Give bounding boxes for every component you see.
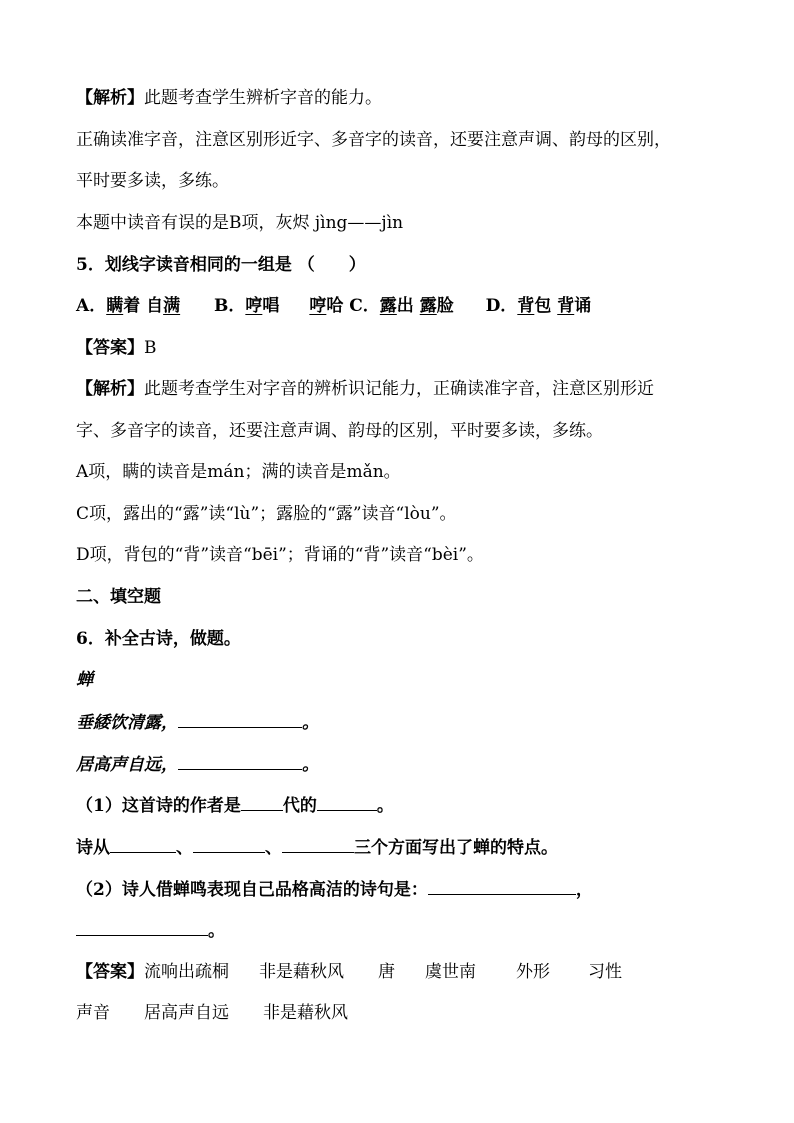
answer-line — [76, 336, 157, 360]
fill-blank[interactable] — [193, 835, 265, 853]
analysis-tag: 【解析】 — [76, 88, 144, 108]
answer-item: 习性 — [588, 962, 622, 982]
paragraph-line: 平时要多读，多练。 — [76, 171, 229, 191]
poem-title: 蝉 — [76, 670, 93, 690]
fill-blank[interactable] — [178, 752, 302, 770]
analysis-text: 此题考查学生辨析字音的能力。 — [144, 88, 382, 108]
poem-line-1: 垂緌饮清露， 。 — [76, 710, 319, 735]
answer-item: 非是藉秋风 — [263, 1003, 348, 1023]
option-d: D．背包 背诵 — [485, 296, 592, 316]
answer-tag: 【答案】 — [76, 962, 144, 982]
question-5-stem: 5．划线字读音相同的一组是 （ ） — [76, 255, 366, 275]
paragraph-line: 本题中读音有误的是B项，灰烬 jìng——jìn — [76, 213, 404, 233]
sub-question-2-cont: 。 — [76, 918, 225, 943]
fill-blank[interactable] — [282, 835, 354, 853]
analysis-tag: 【解析】 — [76, 379, 144, 399]
fill-blank[interactable] — [317, 793, 377, 811]
paragraph-line: 正确读准字音，注意区别形近字、多音字的读音，还要注意声调、韵母的区别， — [76, 130, 671, 150]
analysis-item-c: C项，露出的“露”读“lù”；露脸的“露”读音“lòu”。 — [76, 504, 457, 524]
answer-item: 虞世南 — [425, 962, 476, 982]
answer-line — [76, 960, 622, 984]
question-6-stem: 6．补全古诗，做题。 — [76, 629, 241, 649]
sub-question-1: （1）这首诗的作者是 代的 。 — [76, 793, 394, 818]
answer-item: 外形 — [516, 962, 550, 982]
analysis-item-d: D项，背包的“背”读音“bēi”；背诵的“背”读音“bèi”。 — [76, 545, 484, 565]
question-5-options — [76, 294, 591, 318]
answer-item: 流响出疏桐 — [144, 962, 229, 982]
option-b: B．哼唱 哼哈 — [213, 296, 344, 316]
sub-question-2: （2）诗人借蝉鸣表现自己品格高洁的诗句是： ， — [76, 877, 593, 902]
answer-item: 唐 — [378, 962, 395, 982]
option-a: A．瞒着 自满 — [76, 296, 181, 316]
answer-value: B — [144, 338, 157, 358]
section-heading: 二、填空题 — [76, 587, 161, 607]
poem-line-2: 居高声自远， 。 — [76, 752, 319, 777]
answer-line-cont — [76, 1001, 348, 1025]
answer-item: 声音 — [76, 1003, 110, 1023]
analysis-line — [76, 86, 382, 110]
answer-tag: 【答案】 — [76, 338, 144, 358]
fill-blank[interactable] — [76, 918, 208, 936]
option-c: C．露出 露脸 — [349, 296, 454, 316]
sub-question-1-cont: 诗从 、 、 三个方面写出了蝉的特点。 — [76, 835, 558, 860]
answer-item: 居高声自远 — [144, 1003, 229, 1023]
analysis-line: 【解析】此题考查学生对字音的辨析识记能力，正确读准字音，注意区别形近 — [76, 379, 654, 399]
analysis-line: 字、多音字的读音，还要注意声调、韵母的区别，平时要多读，多练。 — [76, 421, 603, 441]
fill-blank[interactable] — [241, 793, 283, 811]
analysis-item-a: A项，瞒的读音是mán；满的读音是mǎn。 — [76, 462, 401, 482]
fill-blank[interactable] — [110, 835, 176, 853]
fill-blank[interactable] — [178, 710, 302, 728]
fill-blank[interactable] — [428, 877, 576, 895]
answer-item: 非是藉秋风 — [259, 962, 344, 982]
